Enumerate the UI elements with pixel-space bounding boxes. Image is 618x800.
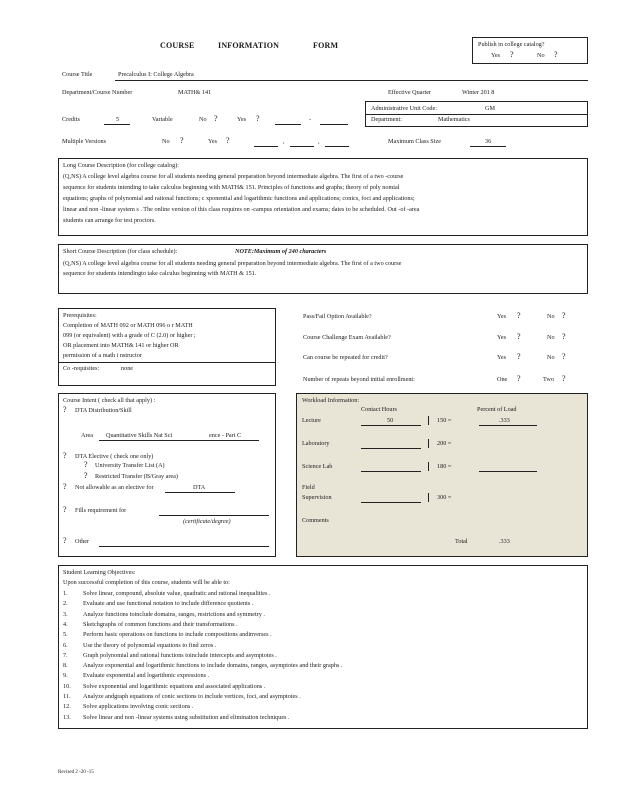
prerequisites-line: 099 (or equivalent) with a grade of C (2.0) or higher ; xyxy=(63,332,196,339)
other-label: Other xyxy=(75,538,90,545)
slo-item xyxy=(63,642,216,649)
slo-item xyxy=(63,693,301,700)
slo-item-text: Analyze functions toinclude domains, ranges, restrictions and symmetry . xyxy=(83,610,265,618)
slo-item xyxy=(63,600,253,607)
variable-min-line xyxy=(275,124,301,125)
supervision-label: Supervision xyxy=(302,494,332,501)
passfail-yes-label: Yes xyxy=(497,313,507,320)
repeats-two-label: Two xyxy=(543,376,554,383)
area-value-tail: ence - Part C xyxy=(209,432,242,439)
admin-divider xyxy=(366,114,587,115)
admin-unit-box xyxy=(365,101,588,127)
dta-distribution-label: DTA Distribution/Skill xyxy=(75,407,132,414)
slo-item-text: Solve linear, compound, absolute value, quadratic and rational inequalities . xyxy=(83,590,271,597)
short-description-line: sequence for students intendingto take calculus beginning with MATH & 151. xyxy=(63,270,257,277)
utl-checkbox[interactable]: ? xyxy=(84,460,88,469)
laboratory-label: Laboratory xyxy=(302,440,330,447)
slo-item-text: Analyze exponential and logarithmic functions to include domains, ranges, asymptotes and their graphs . xyxy=(83,662,343,670)
slo-box[interactable] xyxy=(58,565,588,729)
certificate-degree-label: (certificate/degree) xyxy=(183,518,231,525)
variable-dash: - xyxy=(309,116,312,123)
restricted-label: Restricted Transfer (B/Gray area) xyxy=(95,473,178,480)
lab-hours-line xyxy=(361,448,421,449)
effective-quarter-value[interactable]: Winter 201 8 xyxy=(462,89,495,96)
challenge-yes-checkbox[interactable]: ? xyxy=(517,332,521,341)
slo-item xyxy=(63,652,277,659)
prerequisites-line: OR placement into MATH& 141 or higher OR xyxy=(63,342,179,349)
corequisites-value[interactable]: none xyxy=(121,365,134,372)
long-description-label: Long Course Description (for college catalog): xyxy=(63,162,179,169)
challenge-no-label: No xyxy=(547,334,555,341)
passfail-no-label: No xyxy=(547,313,555,320)
credits-label: Credits xyxy=(62,116,80,123)
slo-item-text: Evaluate and use functional notation to include difference quotients . xyxy=(83,600,254,608)
dta-distribution-checkbox[interactable]: ? xyxy=(63,405,67,414)
challenge-yes-label: Yes xyxy=(497,334,507,341)
slo-item-number: 13. xyxy=(63,713,71,721)
slo-item xyxy=(63,672,209,679)
credits-value[interactable]: 5 xyxy=(116,116,120,123)
slo-item-number: 2. xyxy=(63,600,68,608)
dta-elective-checkbox[interactable]: ? xyxy=(63,451,67,460)
lecture-percent-line xyxy=(479,425,537,426)
variable-no-label: No xyxy=(199,116,207,123)
slo-item-text: Perform basic operations on functions to include compositions andinverses . xyxy=(83,631,272,639)
slo-item-text: Solve applications involving conic sections . xyxy=(83,703,194,711)
prerequisites-box[interactable] xyxy=(58,308,276,386)
prerequisites-label: Prerequisites: xyxy=(63,312,97,319)
admin-unit-value[interactable]: GM xyxy=(485,105,495,112)
short-description-note: NOTE:Maximum of 240 characters xyxy=(235,248,327,255)
slo-item-text: Evaluate exponential and logarithmic expressions . xyxy=(83,672,210,680)
course-title-label: Course Title xyxy=(62,71,93,78)
total-label: Total xyxy=(455,538,468,545)
long-description-line: (Q,NS) A college level algebra course for all students needing general preparation beyond intermediate algebra. The first of a two -course xyxy=(63,173,404,180)
slo-item xyxy=(63,683,265,690)
passfail-label: Pass/Fail Option Available? xyxy=(303,313,372,320)
multiple-yes-checkbox[interactable]: ? xyxy=(226,136,230,145)
field-divisor: 300 = xyxy=(437,494,452,501)
multiple-no-checkbox[interactable]: ? xyxy=(180,136,184,145)
slo-item-number: 1. xyxy=(63,590,68,597)
slo-item-text: Analyze andgraph equations of conic sections to include vertices, foci, and asymptotes . xyxy=(83,693,301,700)
revised-date: Revised 2 -20 -15 xyxy=(58,770,94,775)
lab-separator xyxy=(428,439,429,448)
fills-requirement-label: Fills requirement for xyxy=(75,507,127,514)
slo-item-text: Solve exponential and logarithmic equations and associated applications . xyxy=(83,682,266,690)
long-description-line: sequence for students intending to take calculus beginning with MATH& 151. Principles of functions and graphs; theory of poly nomial xyxy=(63,184,400,191)
credits-line xyxy=(104,124,130,125)
slo-item xyxy=(63,631,272,638)
passfail-yes-checkbox[interactable]: ? xyxy=(517,311,521,320)
area-label: Area xyxy=(81,432,94,439)
lecture-label: Lecture xyxy=(302,417,321,424)
multiple-versions-label: Multiple Versions xyxy=(62,138,107,145)
sci-separator xyxy=(428,462,429,471)
publish-yes-checkbox[interactable]: ? xyxy=(510,50,514,59)
slo-item-text: Solve linear and non -linear systems using substitution and elimination techniques . xyxy=(83,713,290,721)
slo-label: Student Learning Objectives: xyxy=(63,569,136,576)
sci-percent-line xyxy=(479,471,537,472)
multiple-no-label: No xyxy=(162,138,170,145)
slo-item-number: 4. xyxy=(63,620,68,628)
slo-item xyxy=(63,611,265,618)
not-allowable-line xyxy=(165,492,235,493)
variable-yes-label: Yes xyxy=(237,116,247,123)
slo-item xyxy=(63,621,238,628)
repeats-one-checkbox[interactable]: ? xyxy=(517,374,521,383)
percent-load-header: Percent of Load xyxy=(477,406,517,413)
long-description-line: linear and non -linear system s . The online version of this class requires on -campus orientation and exams; dates to be scheduled. Out -of -area xyxy=(63,206,420,213)
corequisites-label: Co -requisites: xyxy=(63,365,100,372)
utl-label: University Transfer List (A) xyxy=(95,462,165,469)
publish-no-label: No xyxy=(537,52,545,59)
course-intent-label: Course Intent ( check all that apply) : xyxy=(63,397,156,404)
variable-no-checkbox[interactable]: ? xyxy=(214,114,218,123)
multiple-comma-1: , xyxy=(283,138,285,145)
form-title-course: COURSE xyxy=(160,41,195,50)
long-description-box[interactable] xyxy=(58,158,588,236)
prerequisites-line: Completion of MATH 092 or MATH 096 o r MATH xyxy=(63,322,193,329)
lecture-divisor: 150 = xyxy=(437,417,452,424)
short-description-box[interactable] xyxy=(58,244,588,294)
sci-divisor: 180 = xyxy=(437,463,452,470)
challenge-no-checkbox[interactable]: ? xyxy=(562,332,566,341)
short-description-line: (Q,NS) A college level algebra course for all students needing general preparation beyond intermediate algebra. The first of a two course xyxy=(63,260,402,267)
other-checkbox[interactable]: ? xyxy=(63,536,67,545)
area-line xyxy=(99,440,259,441)
repeat-label: Can course be repeated for credit? xyxy=(303,354,388,361)
effective-quarter-label: Effective Quarter xyxy=(388,89,432,96)
slo-item xyxy=(63,714,290,721)
field-separator xyxy=(428,493,429,502)
total-value[interactable]: .333 xyxy=(499,538,510,545)
slo-item-text: Sketchgraphs of common functions and their transformations . xyxy=(83,620,238,628)
variable-yes-checkbox[interactable]: ? xyxy=(256,114,260,123)
not-allowable-checkbox[interactable]: ? xyxy=(63,482,67,491)
admin-unit-label: Administrative Unit Code: xyxy=(371,105,437,112)
repeat-yes-checkbox[interactable]: ? xyxy=(517,352,521,361)
department-value[interactable]: Mathematics xyxy=(438,116,470,123)
area-value[interactable]: Quantitative Skills Nat Sci xyxy=(106,432,173,439)
prereq-divider xyxy=(59,362,275,363)
sci-hours-line xyxy=(361,471,421,472)
slo-intro: Upon successful completion of this course, students will be able to: xyxy=(63,579,230,586)
lab-divisor: 200 = xyxy=(437,440,452,447)
dept-number-value[interactable]: MATH& 141 xyxy=(178,89,212,96)
publish-catalog-box xyxy=(472,37,588,64)
slo-item-number: 10. xyxy=(63,682,71,690)
max-class-size-value[interactable]: 36 xyxy=(485,138,492,145)
variable-max-line xyxy=(320,124,348,125)
slo-item-number: 6. xyxy=(63,641,68,649)
slo-item xyxy=(63,590,271,597)
form-title-form: FORM xyxy=(313,41,339,50)
course-title-value[interactable]: Precalculus I: College Algebra xyxy=(118,71,194,78)
challenge-label: Course Challenge Exam Available? xyxy=(303,334,391,341)
fills-requirement-checkbox[interactable]: ? xyxy=(63,505,67,514)
lecture-separator xyxy=(428,416,429,425)
repeat-no-label: No xyxy=(547,354,555,361)
max-class-size-line xyxy=(470,146,506,147)
short-description-label: Short Course Description (for class schedule): xyxy=(63,248,178,255)
department-label: Department: xyxy=(371,116,402,123)
fills-requirement-line xyxy=(159,515,269,516)
slo-item-number: 11. xyxy=(63,693,71,700)
science-lab-label: Science Lab xyxy=(302,463,333,470)
lecture-hours-line xyxy=(361,425,421,426)
slo-item-number: 5. xyxy=(63,631,68,639)
publish-catalog-label: Publish in college catalog? xyxy=(478,41,545,48)
repeats-count-label: Number of repeats beyond initial enrollment: xyxy=(303,376,415,383)
repeat-yes-label: Yes xyxy=(497,354,507,361)
slo-item-text: Use the theory of polynomial equations to find zeros . xyxy=(83,641,217,649)
slo-item-number: 12. xyxy=(63,703,71,711)
workload-box xyxy=(296,393,588,557)
publish-yes-label: Yes xyxy=(491,52,501,59)
publish-no-checkbox[interactable]: ? xyxy=(554,50,558,59)
slo-item xyxy=(63,662,342,669)
multiple-comma-2: , xyxy=(318,138,320,145)
course-title-line xyxy=(115,80,588,81)
slo-item-number: 3. xyxy=(63,610,68,618)
slo-item-number: 7. xyxy=(63,651,68,659)
slo-item-text: Graph polynomial and rational functions toinclude intercepts and asymptotes . xyxy=(83,651,277,659)
repeat-no-checkbox[interactable]: ? xyxy=(562,352,566,361)
multiple-line-2 xyxy=(290,146,314,147)
slo-item-number: 8. xyxy=(63,662,68,670)
long-description-line: equations; graphs of polynomial and rational functions; c xponential and logarithmic functions and applications; conics, foci and applications; xyxy=(63,195,415,202)
comments-label: Comments xyxy=(302,517,329,524)
field-hours-line xyxy=(361,502,421,503)
multiple-yes-label: Yes xyxy=(208,138,218,145)
contact-hours-header: Contact Hours xyxy=(361,406,397,413)
slo-item xyxy=(63,703,193,710)
dta-elective-label: DTA Elective ( check one only) xyxy=(75,453,154,460)
lecture-hours-value[interactable]: 50 xyxy=(387,417,394,424)
variable-label: Variable xyxy=(152,116,173,123)
passfail-no-checkbox[interactable]: ? xyxy=(562,311,566,320)
field-label: Field xyxy=(302,484,315,491)
prerequisites-line: permission of a math i nstructor xyxy=(63,352,142,359)
other-line xyxy=(99,546,269,547)
dept-number-label: Department/Course Number xyxy=(62,89,133,96)
multiple-line-1 xyxy=(254,146,278,147)
not-allowable-dta: DTA xyxy=(193,484,206,491)
restricted-checkbox[interactable]: ? xyxy=(84,471,88,480)
long-description-line: students can arrange for test proctors. xyxy=(63,217,156,224)
max-class-size-label: Maximum Class Size xyxy=(388,138,441,145)
not-allowable-label: Not allowable as an elective for xyxy=(75,484,154,491)
repeats-two-checkbox[interactable]: ? xyxy=(562,374,566,383)
workload-label: Workload Information: xyxy=(302,397,360,404)
slo-item-number: 9. xyxy=(63,672,68,680)
multiple-line-3 xyxy=(325,146,349,147)
lecture-percent-value[interactable]: .333 xyxy=(499,417,510,424)
course-intent-box xyxy=(58,393,276,557)
repeats-one-label: One xyxy=(497,376,508,383)
form-title-information: INFORMATION xyxy=(218,41,280,50)
